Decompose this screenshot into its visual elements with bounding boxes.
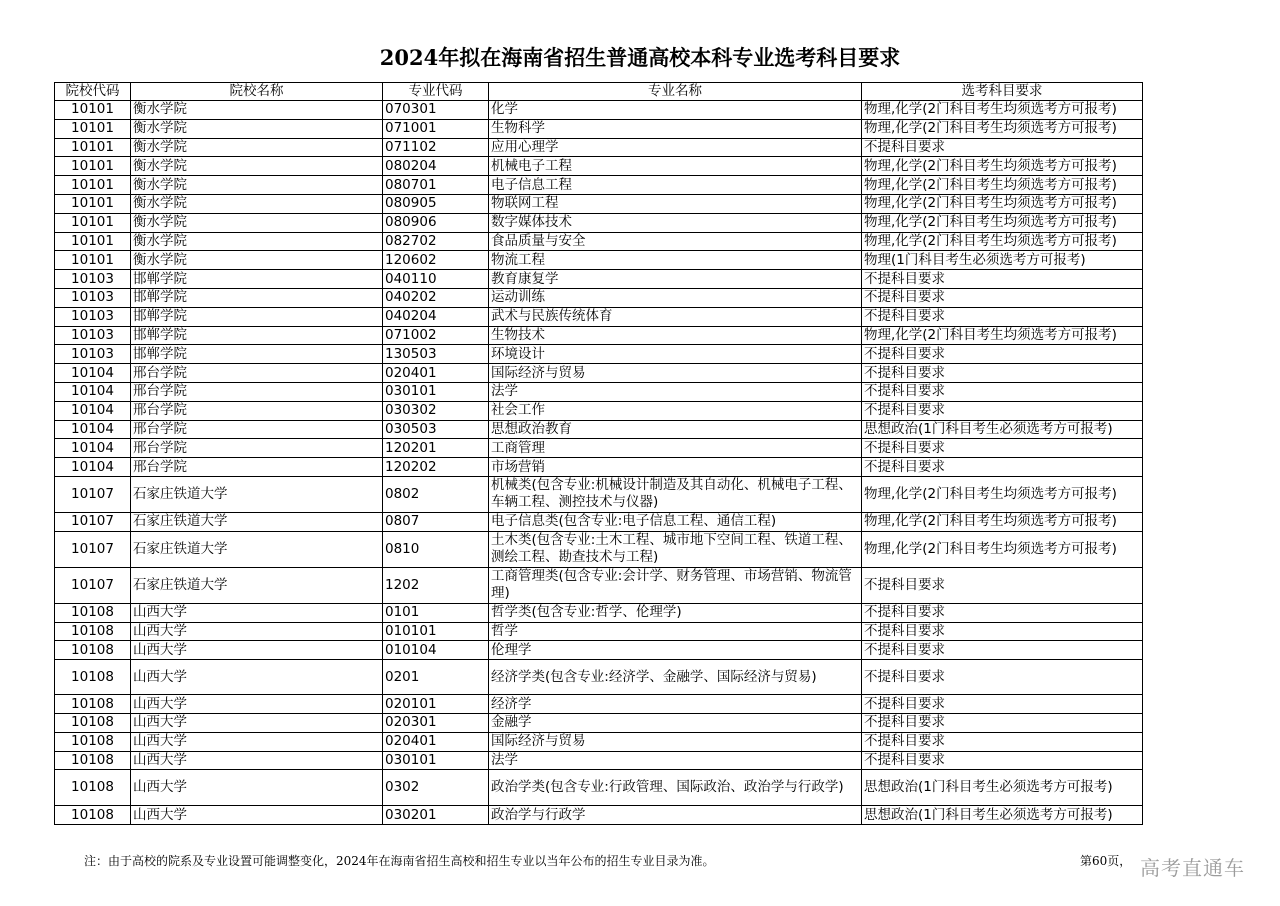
cell-school-code: 10104 [55, 401, 131, 420]
requirements-table [54, 82, 1143, 825]
cell-major-code: 071102 [383, 138, 489, 157]
watermark: 高考直通车 [1140, 856, 1245, 880]
table-row [55, 641, 1143, 660]
cell-major-name: 哲学类(包含专业:哲学、伦理学) [489, 603, 862, 622]
cell-school-name: 邯郸学院 [131, 288, 383, 307]
cell-subject-requirement: 不提科目要求 [862, 382, 1143, 401]
table-row [55, 770, 1143, 806]
cell-major-name: 电子信息类(包含专业:电子信息工程、通信工程) [489, 512, 862, 531]
cell-school-code: 10104 [55, 439, 131, 458]
cell-school-code: 10101 [55, 176, 131, 195]
cell-school-code: 10108 [55, 806, 131, 825]
table-row [55, 401, 1143, 420]
cell-school-name: 邢台学院 [131, 420, 383, 439]
cell-major-code: 071001 [383, 119, 489, 138]
cell-major-code: 1202 [383, 567, 489, 603]
cell-subject-requirement: 物理,化学(2门科目考生均须选考方可报考) [862, 157, 1143, 176]
cell-school-name: 邯郸学院 [131, 345, 383, 364]
cell-subject-requirement: 不提科目要求 [862, 439, 1143, 458]
cell-major-name: 环境设计 [489, 345, 862, 364]
cell-subject-requirement: 物理,化学(2门科目考生均须选考方可报考) [862, 194, 1143, 213]
table-row [55, 603, 1143, 622]
cell-subject-requirement: 物理,化学(2门科目考生均须选考方可报考) [862, 476, 1143, 512]
cell-school-code: 10108 [55, 622, 131, 641]
cell-major-name: 伦理学 [489, 641, 862, 660]
cell-school-code: 10101 [55, 213, 131, 232]
cell-major-name: 运动训练 [489, 288, 862, 307]
cell-school-name: 衡水学院 [131, 119, 383, 138]
table-row [55, 270, 1143, 289]
cell-major-name: 经济学类(包含专业:经济学、金融学、国际经济与贸易) [489, 660, 862, 695]
cell-major-name: 政治学与行政学 [489, 806, 862, 825]
cell-school-code: 10103 [55, 288, 131, 307]
table-row [55, 458, 1143, 477]
cell-school-name: 邢台学院 [131, 439, 383, 458]
cell-major-name: 物联网工程 [489, 194, 862, 213]
cell-major-name: 社会工作 [489, 401, 862, 420]
cell-major-name: 国际经济与贸易 [489, 732, 862, 751]
cell-school-name: 石家庄铁道大学 [131, 476, 383, 512]
table-row [55, 531, 1143, 567]
cell-school-name: 衡水学院 [131, 251, 383, 270]
cell-major-code: 030503 [383, 420, 489, 439]
footer-note: 注：由于高校的院系及专业设置可能调整变化，2024年在海南省招生高校和招生专业以当年公布的招生专业目录为准。 [84, 854, 715, 868]
cell-major-name: 电子信息工程 [489, 176, 862, 195]
cell-major-code: 071002 [383, 326, 489, 345]
cell-school-code: 10108 [55, 660, 131, 695]
cell-school-name: 山西大学 [131, 806, 383, 825]
cell-subject-requirement: 不提科目要求 [862, 270, 1143, 289]
cell-major-code: 120201 [383, 439, 489, 458]
table-row [55, 695, 1143, 714]
table-row [55, 806, 1143, 825]
cell-major-code: 080906 [383, 213, 489, 232]
table-row [55, 176, 1143, 195]
cell-major-name: 物流工程 [489, 251, 862, 270]
cell-subject-requirement: 物理,化学(2门科目考生均须选考方可报考) [862, 101, 1143, 120]
cell-subject-requirement: 不提科目要求 [862, 603, 1143, 622]
table-row [55, 213, 1143, 232]
table-row [55, 512, 1143, 531]
cell-school-code: 10107 [55, 531, 131, 567]
cell-school-name: 山西大学 [131, 695, 383, 714]
table-row [55, 751, 1143, 770]
cell-major-name: 化学 [489, 101, 862, 120]
cell-major-name: 国际经济与贸易 [489, 364, 862, 383]
cell-subject-requirement: 不提科目要求 [862, 401, 1143, 420]
table-row [55, 567, 1143, 603]
table-row [55, 345, 1143, 364]
cell-school-name: 衡水学院 [131, 213, 383, 232]
cell-major-code: 070301 [383, 101, 489, 120]
cell-major-code: 0802 [383, 476, 489, 512]
cell-major-name: 法学 [489, 751, 862, 770]
cell-school-code: 10108 [55, 641, 131, 660]
cell-school-name: 山西大学 [131, 751, 383, 770]
cell-school-code: 10101 [55, 138, 131, 157]
cell-school-code: 10108 [55, 732, 131, 751]
cell-school-name: 山西大学 [131, 603, 383, 622]
table-row [55, 660, 1143, 695]
cell-school-code: 10101 [55, 251, 131, 270]
cell-major-code: 082702 [383, 232, 489, 251]
cell-subject-requirement: 不提科目要求 [862, 641, 1143, 660]
cell-subject-requirement: 不提科目要求 [862, 751, 1143, 770]
cell-subject-requirement: 不提科目要求 [862, 713, 1143, 732]
table-row [55, 119, 1143, 138]
cell-school-name: 山西大学 [131, 641, 383, 660]
cell-school-code: 10104 [55, 382, 131, 401]
cell-subject-requirement: 不提科目要求 [862, 660, 1143, 695]
cell-school-code: 10108 [55, 603, 131, 622]
cell-school-name: 衡水学院 [131, 157, 383, 176]
cell-major-code: 030101 [383, 382, 489, 401]
table-row [55, 101, 1143, 120]
cell-school-code: 10103 [55, 270, 131, 289]
cell-major-name: 思想政治教育 [489, 420, 862, 439]
table-row [55, 382, 1143, 401]
cell-school-name: 邯郸学院 [131, 307, 383, 326]
cell-subject-requirement: 不提科目要求 [862, 458, 1143, 477]
cell-major-code: 080204 [383, 157, 489, 176]
cell-major-code: 020401 [383, 732, 489, 751]
cell-major-name: 机械类(包含专业:机械设计制造及其自动化、机械电子工程、车辆工程、测控技术与仪器) [489, 476, 862, 512]
cell-school-name: 邯郸学院 [131, 326, 383, 345]
cell-major-name: 武术与民族传统体育 [489, 307, 862, 326]
cell-major-code: 040204 [383, 307, 489, 326]
cell-school-code: 10108 [55, 751, 131, 770]
table-row [55, 713, 1143, 732]
header-subject-requirement: 选考科目要求 [862, 83, 1143, 101]
cell-major-name: 土木类(包含专业:土木工程、城市地下空间工程、铁道工程、测绘工程、勘查技术与工程) [489, 531, 862, 567]
cell-subject-requirement: 物理,化学(2门科目考生均须选考方可报考) [862, 232, 1143, 251]
table-row [55, 138, 1143, 157]
cell-major-code: 0101 [383, 603, 489, 622]
cell-major-code: 080905 [383, 194, 489, 213]
cell-major-name: 工商管理类(包含专业:会计学、财务管理、市场营销、物流管理) [489, 567, 862, 603]
cell-major-name: 工商管理 [489, 439, 862, 458]
cell-subject-requirement: 不提科目要求 [862, 138, 1143, 157]
cell-school-code: 10108 [55, 695, 131, 714]
cell-school-code: 10104 [55, 458, 131, 477]
cell-major-name: 哲学 [489, 622, 862, 641]
cell-school-name: 石家庄铁道大学 [131, 567, 383, 603]
table-row [55, 364, 1143, 383]
cell-school-name: 衡水学院 [131, 232, 383, 251]
cell-major-code: 030201 [383, 806, 489, 825]
cell-major-name: 生物技术 [489, 326, 862, 345]
cell-subject-requirement: 思想政治(1门科目考生必须选考方可报考) [862, 420, 1143, 439]
cell-school-name: 邢台学院 [131, 401, 383, 420]
header-major-code: 专业代码 [383, 83, 489, 101]
cell-major-name: 市场营销 [489, 458, 862, 477]
cell-school-name: 衡水学院 [131, 101, 383, 120]
cell-school-name: 山西大学 [131, 622, 383, 641]
cell-major-code: 010104 [383, 641, 489, 660]
cell-school-code: 10103 [55, 345, 131, 364]
header-major-name: 专业名称 [489, 83, 862, 101]
cell-school-code: 10108 [55, 713, 131, 732]
table-body [55, 101, 1143, 825]
page-title: 2024年拟在海南省招生普通高校本科专业选考科目要求 [379, 45, 901, 70]
cell-school-name: 衡水学院 [131, 138, 383, 157]
cell-school-code: 10101 [55, 119, 131, 138]
cell-school-name: 邯郸学院 [131, 270, 383, 289]
cell-school-name: 石家庄铁道大学 [131, 512, 383, 531]
cell-subject-requirement: 不提科目要求 [862, 288, 1143, 307]
cell-major-code: 030101 [383, 751, 489, 770]
cell-subject-requirement: 不提科目要求 [862, 345, 1143, 364]
cell-subject-requirement: 物理,化学(2门科目考生均须选考方可报考) [862, 176, 1143, 195]
cell-school-code: 10107 [55, 512, 131, 531]
cell-school-name: 衡水学院 [131, 176, 383, 195]
table-row [55, 732, 1143, 751]
cell-school-code: 10101 [55, 194, 131, 213]
cell-school-code: 10103 [55, 307, 131, 326]
cell-major-code: 0201 [383, 660, 489, 695]
cell-school-name: 山西大学 [131, 732, 383, 751]
cell-major-code: 020301 [383, 713, 489, 732]
table-row [55, 232, 1143, 251]
cell-subject-requirement: 物理(1门科目考生必须选考方可报考) [862, 251, 1143, 270]
cell-major-name: 应用心理学 [489, 138, 862, 157]
cell-major-code: 040110 [383, 270, 489, 289]
cell-school-code: 10101 [55, 232, 131, 251]
table-row [55, 622, 1143, 641]
cell-major-code: 0810 [383, 531, 489, 567]
cell-subject-requirement: 不提科目要求 [862, 622, 1143, 641]
cell-school-name: 邢台学院 [131, 382, 383, 401]
cell-subject-requirement: 不提科目要求 [862, 364, 1143, 383]
table-row [55, 439, 1143, 458]
cell-major-name: 法学 [489, 382, 862, 401]
table-row [55, 307, 1143, 326]
cell-major-code: 010101 [383, 622, 489, 641]
cell-school-code: 10101 [55, 157, 131, 176]
cell-major-name: 政治学类(包含专业:行政管理、国际政治、政治学与行政学) [489, 770, 862, 806]
cell-subject-requirement: 物理,化学(2门科目考生均须选考方可报考) [862, 531, 1143, 567]
cell-subject-requirement: 物理,化学(2门科目考生均须选考方可报考) [862, 326, 1143, 345]
cell-major-code: 0807 [383, 512, 489, 531]
cell-school-code: 10108 [55, 770, 131, 806]
cell-major-code: 030302 [383, 401, 489, 420]
cell-school-name: 邢台学院 [131, 364, 383, 383]
cell-major-name: 经济学 [489, 695, 862, 714]
table-header-row [55, 83, 1143, 101]
cell-subject-requirement: 物理,化学(2门科目考生均须选考方可报考) [862, 512, 1143, 531]
cell-school-name: 衡水学院 [131, 194, 383, 213]
cell-subject-requirement: 物理,化学(2门科目考生均须选考方可报考) [862, 119, 1143, 138]
cell-school-name: 邢台学院 [131, 458, 383, 477]
cell-major-name: 教育康复学 [489, 270, 862, 289]
cell-major-name: 食品质量与安全 [489, 232, 862, 251]
cell-subject-requirement: 思想政治(1门科目考生必须选考方可报考) [862, 806, 1143, 825]
cell-school-name: 山西大学 [131, 713, 383, 732]
cell-major-code: 020101 [383, 695, 489, 714]
cell-subject-requirement: 物理,化学(2门科目考生均须选考方可报考) [862, 213, 1143, 232]
cell-school-name: 石家庄铁道大学 [131, 531, 383, 567]
cell-school-name: 山西大学 [131, 770, 383, 806]
cell-school-name: 山西大学 [131, 660, 383, 695]
cell-major-code: 020401 [383, 364, 489, 383]
cell-school-code: 10103 [55, 326, 131, 345]
cell-school-code: 10101 [55, 101, 131, 120]
cell-school-code: 10104 [55, 364, 131, 383]
cell-major-code: 130503 [383, 345, 489, 364]
cell-major-code: 120202 [383, 458, 489, 477]
table-row [55, 157, 1143, 176]
cell-major-code: 0302 [383, 770, 489, 806]
cell-subject-requirement: 不提科目要求 [862, 695, 1143, 714]
cell-school-code: 10104 [55, 420, 131, 439]
cell-subject-requirement: 不提科目要求 [862, 732, 1143, 751]
table-row [55, 194, 1143, 213]
cell-major-name: 金融学 [489, 713, 862, 732]
cell-subject-requirement: 不提科目要求 [862, 307, 1143, 326]
cell-major-code: 080701 [383, 176, 489, 195]
table-row [55, 288, 1143, 307]
cell-school-code: 10107 [55, 567, 131, 603]
cell-major-name: 生物科学 [489, 119, 862, 138]
header-school-code: 院校代码 [55, 83, 131, 101]
cell-subject-requirement: 思想政治(1门科目考生必须选考方可报考) [862, 770, 1143, 806]
cell-major-code: 040202 [383, 288, 489, 307]
table-row [55, 251, 1143, 270]
table-row [55, 420, 1143, 439]
cell-major-name: 数字媒体技术 [489, 213, 862, 232]
cell-major-code: 120602 [383, 251, 489, 270]
cell-major-name: 机械电子工程 [489, 157, 862, 176]
cell-school-code: 10107 [55, 476, 131, 512]
page-number: 第60页， [1080, 854, 1132, 868]
table-row [55, 476, 1143, 512]
table-row [55, 326, 1143, 345]
header-school-name: 院校名称 [131, 83, 383, 101]
cell-subject-requirement: 不提科目要求 [862, 567, 1143, 603]
